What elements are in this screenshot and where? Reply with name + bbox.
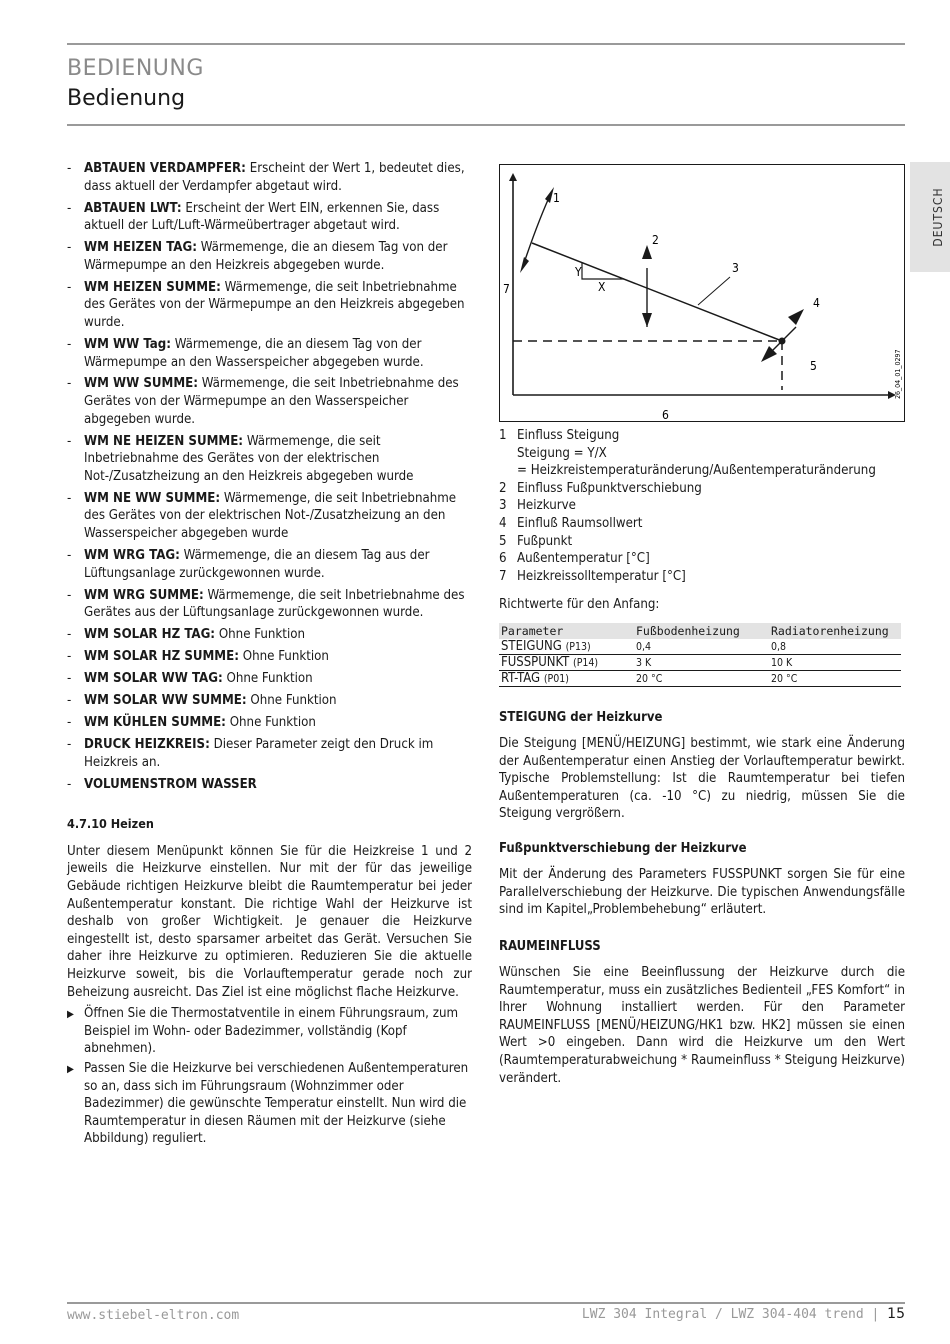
parameter-table xyxy=(499,623,901,687)
parameter-description: Ohne Funktion xyxy=(238,649,329,665)
parameter-list-item xyxy=(67,160,472,195)
footer-rule xyxy=(67,1302,905,1304)
parameter-list-item xyxy=(67,736,472,771)
parameter-list-item xyxy=(67,587,472,622)
parameter-name: WM WW Tag: xyxy=(84,336,171,352)
label-7: 7 xyxy=(503,282,510,296)
parameter-list-item xyxy=(67,375,472,428)
parameter-name: WM HEIZEN SUMME: xyxy=(84,279,221,295)
footer-website-link[interactable]: www.stiebel-eltron.com xyxy=(67,1308,240,1323)
heating-curve-diagram xyxy=(499,164,905,422)
parameter-name: WM WW SUMME: xyxy=(84,376,198,392)
param-code: (P13) xyxy=(565,641,591,653)
table-row xyxy=(499,655,901,671)
slope-x-label: X xyxy=(598,280,606,294)
parameter-name: WM SOLAR HZ TAG: xyxy=(84,627,216,643)
parameter-list-item xyxy=(67,433,472,486)
table-header-row xyxy=(499,623,901,639)
slope-y-label: Y xyxy=(575,265,582,279)
label-2: 2 xyxy=(652,233,659,247)
param-name: STEIGUNG xyxy=(501,639,562,654)
legend-text: = Heizkreistemperaturänderung/Außentemperaturänderung xyxy=(517,463,876,479)
parameter-description: Dieser Parameter zeigt den Druck im Heizkreis an. xyxy=(84,737,434,770)
parameter-list-item xyxy=(67,626,472,644)
parameter-description: Ohne Funktion xyxy=(222,671,313,687)
param-cell xyxy=(499,639,634,655)
legend-text: Einfluss Steigung xyxy=(517,428,620,443)
floor-heating-value: 20 °C xyxy=(634,671,769,687)
parameter-list-item xyxy=(67,692,472,710)
raumeinfluss-text: Wünschen Sie eine Beeinflussung der Heizkurve durch die Raumtemperatur, muss ein zusätzliches Bedienteil „FES Komfort“ in Ihrer Wohnung installiert werden. Für den Parameter RAUMEINFLUSS [MENÜ/HEIZUNG/HK1 bzw. HK2] müssen sie einen Wert >0 eingeben. Dann wird die Heizkurve um den Wert (Raumtemperaturabweichung * Raumeinfluss * Steigung Heizkurve) verändert. xyxy=(499,965,905,1086)
footer-product-name: LWZ 304 Integral / LWZ 304-404 trend xyxy=(581,1307,864,1322)
section-title: Bedienung xyxy=(67,86,186,111)
legend-row xyxy=(499,480,909,498)
heating-curve-line xyxy=(532,243,782,341)
diagram-legend xyxy=(499,427,909,585)
legend-text: Fußpunkt xyxy=(517,533,573,549)
legend-row xyxy=(499,550,909,568)
label-5: 5 xyxy=(810,359,817,373)
page-number: 15 xyxy=(887,1306,905,1322)
legend-row xyxy=(499,533,909,551)
parameter-description: Wärmemenge, die seit Inbetriebnahme des Gerätes von der Wärmepumpe an den Wasserspeicher abgegeben wurde. xyxy=(84,376,459,427)
table-row xyxy=(499,639,901,655)
legend-row xyxy=(499,445,909,463)
parameter-list-item xyxy=(67,239,472,274)
curve-label-leader xyxy=(698,277,730,305)
parameter-name: WM NE WW SUMME: xyxy=(84,490,221,506)
parameter-list-item xyxy=(67,200,472,235)
param-name: RT-TAG xyxy=(501,671,541,686)
table-header-cell: Fußbodenheizung xyxy=(636,624,740,638)
parameter-description: Wärmemenge, die an diesem Tag von der Wärmepumpe an den Wasserspeicher abgegeben wurde. xyxy=(84,336,424,370)
param-code: (P14) xyxy=(573,657,599,669)
section-heading: 4.7.10 Heizen xyxy=(67,816,154,832)
label-3: 3 xyxy=(732,261,739,275)
legend-number: 3 xyxy=(499,498,507,514)
legend-number: 5 xyxy=(499,533,507,549)
steigung-text: Die Steigung [MENÜ/HEIZUNG] bestimmt, wie stark eine Änderung der Außentemperatur einen Anstieg der Vorlauftemperatur bewirkt. Typische Problemstellung: Ist die Raumtemperatur bei tiefen Außentemperaturen (ca. -10 °C) zu niedrig, müssen Sie die Steigung vergrößern. xyxy=(499,736,905,822)
parameter-list-item xyxy=(67,279,472,332)
heating-curve-svg xyxy=(500,165,904,421)
table-header-cell: Radiatorenheizung xyxy=(771,624,889,638)
header-top-rule xyxy=(67,43,905,45)
shift-arrow-down xyxy=(642,313,652,327)
parameter-list-item xyxy=(67,714,472,732)
parameter-name: WM KÜHLEN SUMME: xyxy=(84,715,226,731)
parameter-list-item xyxy=(67,648,472,666)
left-column xyxy=(67,160,472,1148)
parameter-name: DRUCK HEIZKREIS: xyxy=(84,737,210,753)
raumeinfluss-heading: RAUMEINFLUSS xyxy=(499,939,601,954)
slope-arrow-head-down xyxy=(520,257,529,273)
footer-separator: | xyxy=(871,1307,880,1322)
legend-number: 1 xyxy=(499,428,507,443)
header-bottom-rule xyxy=(67,124,905,126)
steigung-heading: STEIGUNG der Heizkurve xyxy=(499,710,663,725)
heizen-paragraph: Unter diesem Menüpunkt können Sie für die Heizkreise 1 und 2 jeweils die Heizkurve einstellen. Nur mit der für das jeweilige Gebäude richtigen Heizkurve bleibt die Raumtemperatur bei jeder Außentemperatur konstant. Die richtige Wahl der Heizkurve ist deshalb von großer Wichtigkeit. Je genauer die Heizkurve eingestellt ist, desto sparsamer arbeitet das Gerät. Versuchen Sie daher ihre Heizkurve zu optimieren. Reduzieren Sie die aktuelle Heizkurve soweit, bis die Vorlauftemperatur gerade noch zur Beheizung ausreicht. Das Ziel ist eine möglichst flache Heizkurve. xyxy=(67,843,472,1000)
legend-text: Steigung = Y/X xyxy=(517,445,607,461)
parameter-name: WM SOLAR WW TAG: xyxy=(84,671,223,687)
floor-heating-value: 3 K xyxy=(634,655,769,671)
room-setpoint-arrow-up xyxy=(788,309,804,325)
parameter-name: WM NE HEIZEN SUMME: xyxy=(84,433,244,449)
param-cell xyxy=(499,671,634,687)
shift-arrow-up xyxy=(642,245,652,259)
parameter-description: Wärmemenge, die seit Inbetriebnahme des Gerätes von der Wärmepumpe an den Heizkreis abgegeben wurde. xyxy=(84,279,465,330)
parameter-description: Wärmemenge, die an diesem Tag von der Wärmepumpe an den Heizkreis abgegeben wurde. xyxy=(84,240,448,273)
parameter-description: Erscheint der Wert 1, bedeutet dies, dass aktuell der Verdampfer abgetaut wird. xyxy=(84,161,465,194)
parameter-name: WM WRG TAG: xyxy=(84,548,180,563)
param-name: FUSSPUNKT xyxy=(501,655,570,670)
parameter-list-item xyxy=(67,776,472,794)
radiator-heating-value: 0,8 xyxy=(769,639,901,655)
fusspunkt-text: Mit der Änderung des Parameters FUSSPUNKT sorgen Sie für eine Parallelverschiebung der Heizkurve. Die typischen Anwendungsfälle sind im Kapitel„Problembehebung“ erläutert. xyxy=(499,867,905,918)
floor-heating-value: 0,4 xyxy=(634,639,769,655)
step-1: ▶ Öffnen Sie die Thermostatventile in einem Führungsraum, zum Beispiel im Wohn- oder Badezimmer, vollständig (Kopf abnehmen). xyxy=(67,1005,472,1058)
parameter-name: VOLUMENSTROM WASSER xyxy=(84,776,257,792)
legend-number: 7 xyxy=(499,568,507,584)
section-title-caps: BEDIENUNG xyxy=(67,56,204,81)
parameter-name: WM HEIZEN TAG: xyxy=(84,240,197,256)
parameter-table-wrapper xyxy=(499,623,901,687)
label-1: 1 xyxy=(553,191,560,205)
table-header-cell: Parameter xyxy=(501,624,564,638)
parameter-description: Wärmemenge, die seit Inbetriebnahme des Gerätes von der elektrischen Not-/Zusatzheizung an den Wasserspeicher abgegeben wurde xyxy=(84,490,457,542)
param-cell xyxy=(499,655,634,671)
footer-product xyxy=(582,1306,905,1322)
radiator-heating-value: 10 K xyxy=(769,655,901,671)
legend-text: Außentemperatur [°C] xyxy=(517,551,650,567)
parameter-description: Ohne Funktion xyxy=(215,627,306,643)
parameter-description: Erscheint der Wert EIN, erkennen Sie, dass aktuell der Luft/Luft-Wärmeübertrager abgetaut wird. xyxy=(84,200,440,234)
param-code: (P01) xyxy=(543,673,569,685)
parameter-list-item xyxy=(67,547,472,582)
label-6: 6 xyxy=(662,408,669,421)
legend-text: Heizkreissolltemperatur [°C] xyxy=(517,568,686,584)
parameter-list-item xyxy=(67,490,472,543)
legend-row xyxy=(499,462,909,480)
legend-text: Heizkurve xyxy=(517,498,576,514)
legend-number: 4 xyxy=(499,515,507,531)
language-label: DEUTSCH xyxy=(931,187,945,247)
legend-number: 6 xyxy=(499,551,507,567)
parameter-name: WM SOLAR HZ SUMME: xyxy=(84,649,239,665)
language-side-tab xyxy=(910,162,950,272)
richtwerte-label: Richtwerte für den Anfang: xyxy=(499,597,660,612)
parameter-list-item xyxy=(67,336,472,371)
slope-arrow-curve xyxy=(522,191,552,269)
legend-text: Einfluss Fußpunktverschiebung xyxy=(517,480,702,496)
parameter-name: WM WRG SUMME: xyxy=(84,587,204,603)
parameter-description: Wärmemenge, die an diesem Tag aus der Lüftungsanlage zurückgewonnen wurde. xyxy=(84,548,430,581)
figure-code: 26_04_01_0297 xyxy=(894,349,902,399)
parameter-description: Wärmemenge, die seit Inbetriebnahme des Gerätes aus der Lüftungsanlage zurückgewonnen wurde. xyxy=(84,587,465,621)
label-4: 4 xyxy=(813,296,820,310)
legend-row xyxy=(499,497,909,515)
legend-row xyxy=(499,427,909,445)
parameter-name: ABTAUEN LWT: xyxy=(84,200,182,216)
table-body xyxy=(499,639,901,687)
parameter-description: Ohne Funktion xyxy=(246,693,337,709)
legend-row xyxy=(499,568,909,586)
parameter-description: Wärmemenge, die seit Inbetriebnahme des Gerätes von der elektrischen Not-/Zusatzheizung an den Heizkreis abgegeben wurde xyxy=(84,433,414,484)
legend-row xyxy=(499,515,909,533)
legend-number: 2 xyxy=(499,480,507,496)
parameter-list-item xyxy=(67,670,472,688)
legend-text: Einfluß Raumsollwert xyxy=(517,515,643,531)
parameter-list xyxy=(67,160,472,793)
fusspunkt-heading: Fußpunktverschiebung der Heizkurve xyxy=(499,841,747,856)
table-row xyxy=(499,671,901,687)
parameter-name: ABTAUEN VERDAMPFER: xyxy=(84,161,246,176)
parameter-name: WM SOLAR WW SUMME: xyxy=(84,693,247,709)
step-2: ▶ Passen Sie die Heizkurve bei verschiedenen Außentemperaturen so an, dass sich im Führungsraum (Wohnzimmer oder Badezimmer) die gewünschte Temperatur einstellt. Nun wird die Raumtemperatur in diesen Räumen mit der Heizkurve (siehe Abbildung) reguliert. xyxy=(67,1060,472,1148)
radiator-heating-value: 20 °C xyxy=(769,671,901,687)
parameter-description: Ohne Funktion xyxy=(225,715,316,731)
